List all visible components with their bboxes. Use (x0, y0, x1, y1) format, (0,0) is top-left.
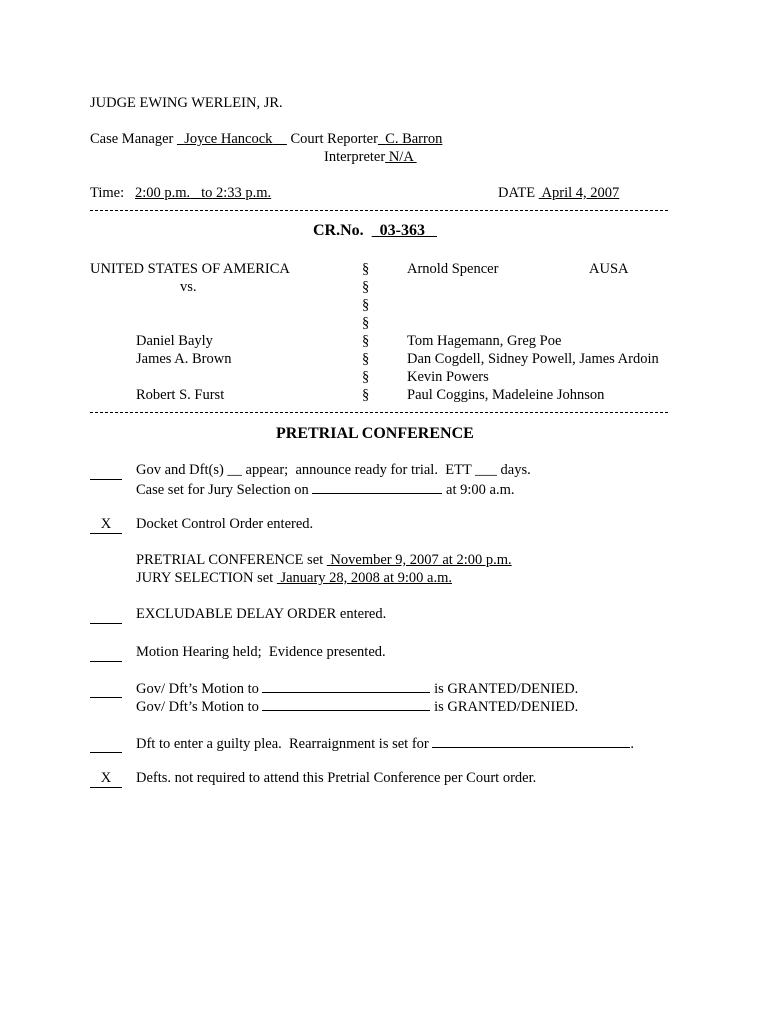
pretrial-conference-date: November 9, 2007 at 2:00 p.m. (330, 552, 512, 568)
plaintiff-role: AUSA (589, 261, 629, 277)
section-title: PRETRIAL CONFERENCE (276, 425, 474, 442)
defendant-name: James A. Brown (136, 351, 232, 367)
judge-name: JUDGE EWING WERLEIN, JR. (90, 95, 283, 111)
jury-selection-date: January 28, 2008 at 9:00 a.m. (280, 570, 453, 586)
dashed-divider (90, 210, 668, 211)
not-required-checkbox[interactable]: X (90, 769, 122, 788)
date-label: DATE (498, 185, 536, 201)
section-symbol: § (362, 315, 370, 331)
defense-counsel: Paul Coggins, Madeleine Johnson (407, 387, 605, 403)
defense-counsel: Kevin Powers (407, 369, 489, 385)
guilty-plea-checkbox[interactable] (90, 734, 122, 753)
pretrial-conference-set-row: PRETRIAL CONFERENCE set November 9, 2007 at 2:00 p.m. (136, 552, 512, 568)
case-manager-value: Joyce Hancock (184, 131, 273, 147)
excludable-delay-checkbox[interactable] (90, 605, 122, 624)
plaintiff-counsel: Arnold Spencer (407, 261, 499, 277)
not-required-text: Defts. not required to attend this Pretrial Conference per Court order. (136, 770, 537, 786)
motion-blank[interactable] (262, 697, 430, 711)
section-symbol: § (362, 333, 370, 349)
defendant-name: Daniel Bayly (136, 333, 213, 349)
court-reporter-value: C. Barron (385, 131, 443, 147)
rearraignment-date-blank[interactable] (432, 734, 630, 748)
defense-counsel: Dan Cogdell, Sidney Powell, James Ardoin (407, 351, 659, 367)
time-start: 2:00 p.m. to 2:33 p.m. (135, 185, 272, 201)
section-symbol: § (362, 351, 370, 367)
section-symbol: § (362, 297, 370, 313)
section-symbol: § (362, 261, 370, 277)
motion-hearing-text: Motion Hearing held; Evidence presented. (136, 644, 386, 660)
ready-for-trial-checkbox[interactable] (90, 461, 122, 480)
case-manager-row (90, 130, 442, 148)
docket-control-checkbox[interactable]: X (90, 515, 122, 534)
interpreter-label: Interpreter (324, 149, 386, 165)
plaintiff-name: UNITED STATES OF AMERICA (90, 261, 290, 277)
motion-hearing-checkbox[interactable] (90, 643, 122, 662)
interpreter-value: N/A (388, 149, 413, 165)
time-row (90, 184, 271, 202)
guilty-plea-row: Dft to enter a guilty plea. Rearraignment is set for . (136, 736, 634, 752)
defendant-name: Robert S. Furst (136, 387, 225, 403)
versus-label: vs. (180, 279, 197, 295)
date-row (498, 184, 619, 202)
section-symbol: § (362, 369, 370, 385)
interpreter-row (324, 148, 417, 166)
jury-selection-date-blank[interactable] (312, 480, 442, 494)
case-manager-label: Case Manager (90, 131, 174, 147)
motion-row: Gov/ Dft’s Motion to is GRANTED/DENIED. (136, 681, 579, 697)
court-reporter-label: Court Reporter (290, 131, 378, 147)
case-number: CR.No. 03-363 (313, 222, 425, 239)
defense-counsel: Tom Hagemann, Greg Poe (407, 333, 562, 349)
excludable-delay-text: EXCLUDABLE DELAY ORDER entered. (136, 606, 387, 622)
date-value: April 4, 2007 (541, 185, 620, 201)
dashed-divider (90, 412, 668, 413)
ready-for-trial-text: Gov and Dft(s) __ appear; announce ready for trial. ETT ___ days. (136, 462, 531, 478)
time-label: Time: (90, 185, 125, 201)
motion-row: Gov/ Dft’s Motion to is GRANTED/DENIED. (136, 699, 579, 715)
docket-control-text: Docket Control Order entered. (136, 516, 314, 532)
jury-selection-set-row: JURY SELECTION set January 28, 2008 at 9:00 a.m. (136, 570, 453, 586)
jury-selection-date-row: Case set for Jury Selection on at 9:00 a.m. (136, 482, 515, 498)
motions-checkbox[interactable] (90, 679, 122, 698)
motion-blank[interactable] (262, 679, 430, 693)
section-symbol: § (362, 387, 370, 403)
section-symbol: § (362, 279, 370, 295)
